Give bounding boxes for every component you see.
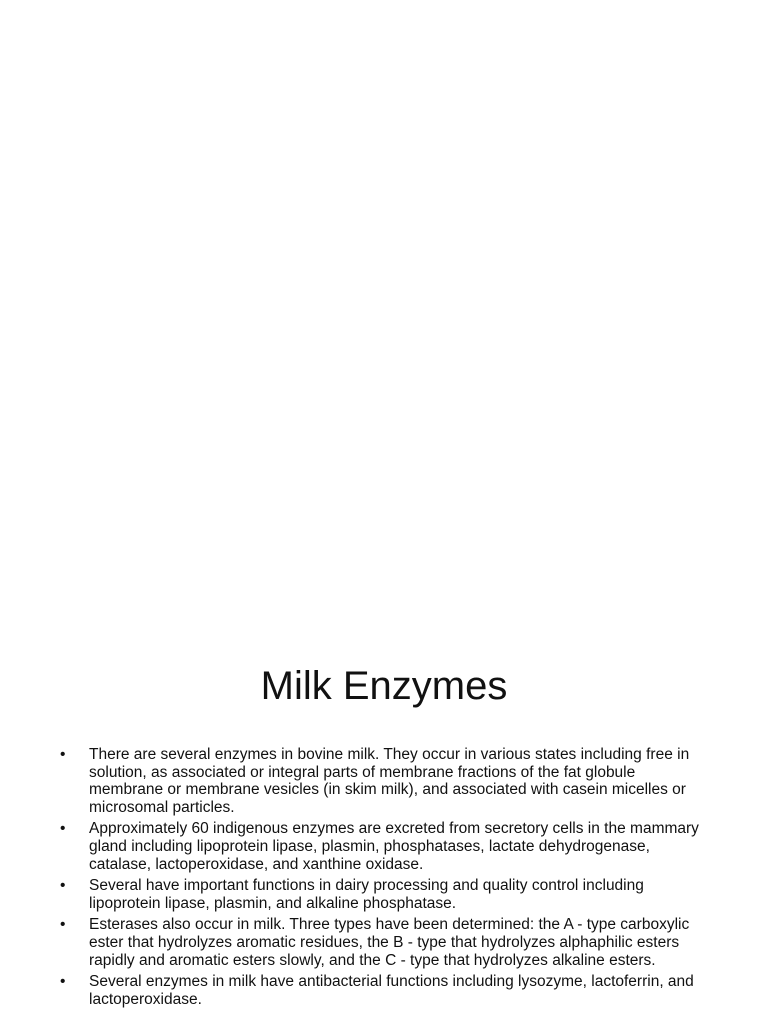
- slide-title: Milk Enzymes: [260, 664, 508, 708]
- bullet-text: Approximately 60 indigenous enzymes are excreted from secretory cells in the mammary gland including lipoprotein lipase, plasmin, phosphatases, lactate dehydrogenase, catalase, lactoperoxidase, and xanthine oxidase.: [89, 820, 699, 873]
- bullet-text: There are several enzymes in bovine milk. They occur in various states including free in solution, as associated or integral parts of membrane fractions of the fat globule membrane or membrane vesicles (in skim milk), and associated with casein micelles or microsomal particles.: [89, 746, 690, 816]
- bullet-dot-icon: •: [60, 973, 66, 991]
- bullet-dot-icon: •: [60, 746, 66, 763]
- bullet-dot-icon: •: [60, 877, 66, 895]
- bullet-item: [60, 973, 710, 1008]
- bullet-item: [60, 820, 710, 873]
- bullet-text: Several enzymes in milk have antibacterial functions including lysozyme, lactoferrin, and lactoperoxidase.: [89, 973, 694, 1008]
- bullet-item: [60, 746, 710, 816]
- bullet-text: Esterases also occur in milk. Three types have been determined: the A - type carboxylic ester that hydrolyzes aromatic residues, the B - type that hydrolyzes alphaphilic esters rapidly and aromatic esters slowly, and the C - type that hydrolyzes alkaline esters.: [89, 916, 690, 969]
- bullet-item: [60, 916, 710, 969]
- bullet-list: [60, 746, 710, 1012]
- bullet-dot-icon: •: [60, 916, 66, 934]
- bullet-dot-icon: •: [60, 820, 66, 838]
- bullet-text: Several have important functions in dairy processing and quality control including lipoprotein lipase, plasmin, and alkaline phosphatase.: [89, 877, 644, 912]
- bullet-item: [60, 877, 710, 912]
